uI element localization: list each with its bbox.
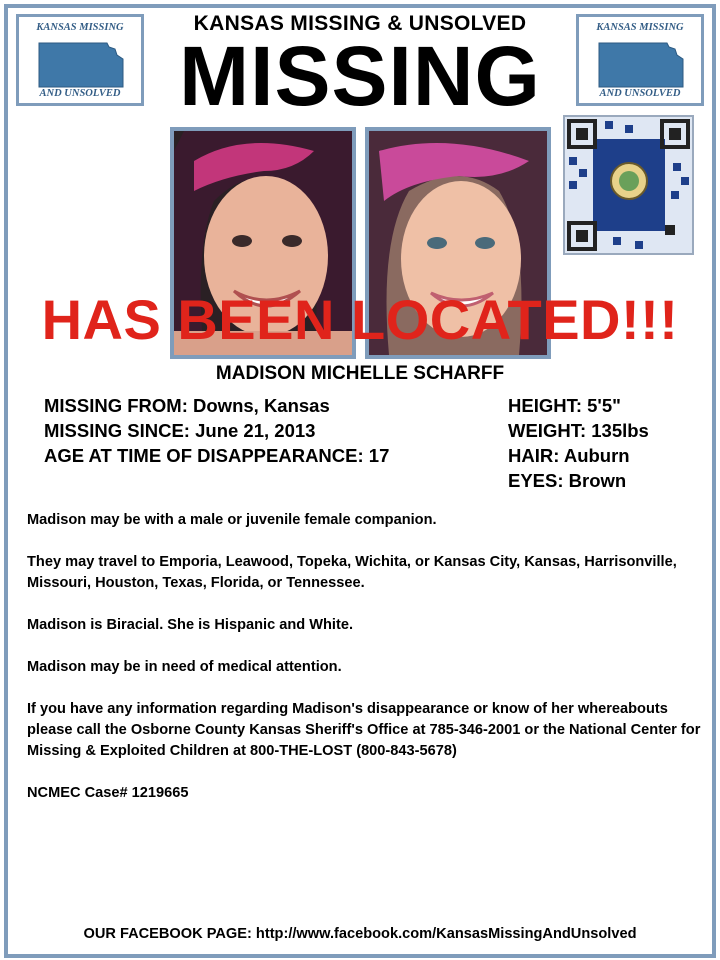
medical-note: Madison may be in need of medical attention.: [27, 659, 342, 675]
person-name: MADISON MICHELLE SCHARFF: [215, 363, 505, 384]
poster-body: [27, 510, 707, 825]
kansas-map-icon: [37, 41, 125, 89]
case-number: NCMEC Case# 1219665: [27, 785, 189, 801]
logo-bottom-text: AND UNSOLVED: [599, 88, 681, 99]
missing-since: MISSING SINCE: June 21, 2013: [44, 420, 316, 441]
missing-from: MISSING FROM: Downs, Kansas: [44, 395, 330, 416]
ethnicity-note: Madison is Biracial. She is Hispanic and White.: [27, 617, 354, 633]
org-title: KANSAS MISSING & UNSOLVED: [193, 12, 527, 35]
missing-details: [44, 393, 389, 468]
located-banner: HAS BEEN LOCATED!!!: [41, 288, 679, 351]
contact-info: If you have any information regarding Madison's disappearance or know of her whereabouts please call the Osborne County Kansas Sheriff's Office at 785-346-2001 or the National Center for Missing & Exploited Children at 800-THE-LOST (800-843-5678): [27, 701, 701, 759]
age-at-disappearance: AGE AT TIME OF DISAPPEARANCE: 17: [44, 445, 390, 466]
qr-code: [563, 115, 694, 255]
logo-bottom-text: AND UNSOLVED: [39, 88, 121, 99]
logo-top-text: KANSAS MISSING: [36, 22, 124, 33]
companion-note: Madison may be with a male or juvenile female companion.: [27, 512, 437, 528]
hair: HAIR: Auburn: [508, 445, 630, 466]
travel-note: They may travel to Emporia, Leawood, Topeka, Wichita, or Kansas City, Kansas, Harrisonville, Missouri, Houston, Texas, Florida, or Tennessee.: [27, 554, 677, 591]
physical-details: [508, 393, 649, 493]
weight: WEIGHT: 135lbs: [508, 420, 649, 441]
height: HEIGHT: 5'5": [508, 395, 621, 416]
eyes: EYES: Brown: [508, 470, 627, 491]
qr-code-icon: [565, 117, 692, 253]
kansas-map-icon: [597, 41, 685, 89]
logo-left: [16, 14, 144, 106]
logo-right: [576, 14, 704, 106]
missing-heading: MISSING: [179, 29, 541, 123]
facebook-link[interactable]: OUR FACEBOOK PAGE: http://www.facebook.com/KansasMissingAndUnsolved: [83, 926, 637, 942]
logo-top-text: KANSAS MISSING: [596, 22, 684, 33]
